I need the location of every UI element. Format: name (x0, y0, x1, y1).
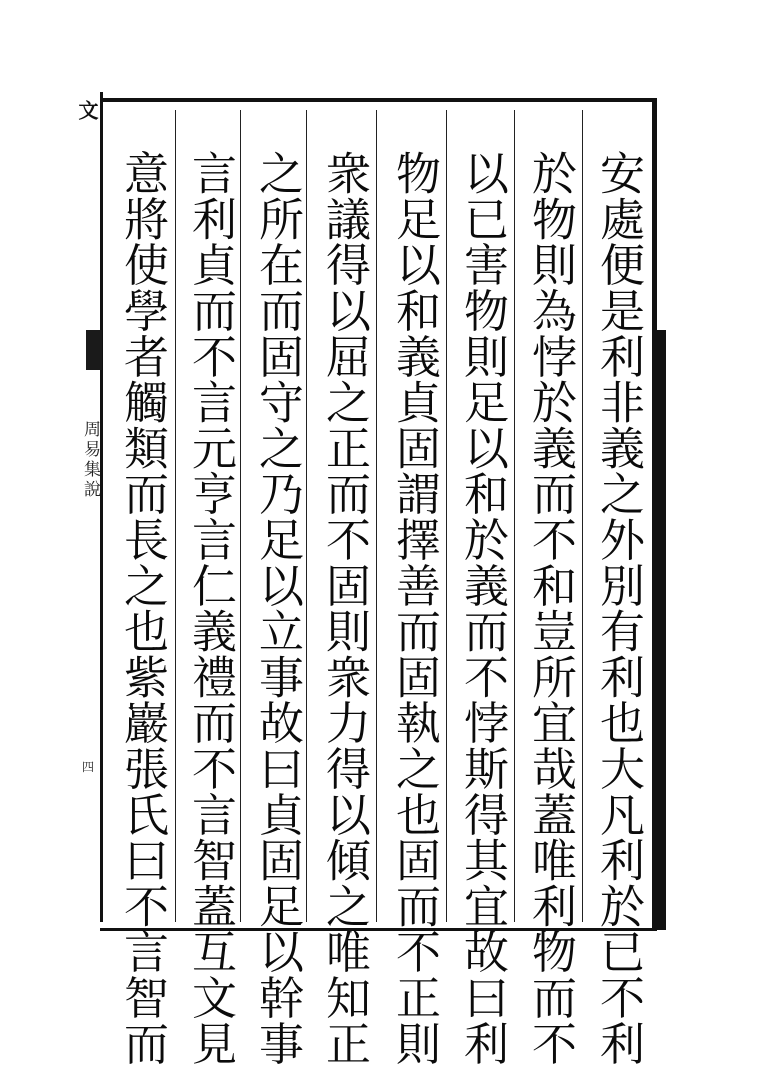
text-column-6: 之所在而固守之乃足以立事故曰貞固足以幹事 (251, 150, 304, 1066)
column-rule (240, 110, 241, 922)
column-rule (514, 110, 515, 922)
column-rule (306, 110, 307, 922)
text-column-3: 以已害物則足以和於義而不悖斯得其宜故曰利 (456, 150, 509, 1066)
column-rule (175, 110, 176, 922)
right-page-edge (656, 330, 666, 930)
column-rule (446, 110, 447, 922)
binding-margin (74, 92, 103, 922)
text-column-2: 於物則為悖於義而不和豈所宜哉蓋唯利物而不 (524, 150, 577, 1066)
margin-page-number: 四 (82, 760, 95, 774)
margin-book-title: 周易集說 (80, 420, 100, 500)
text-column-1: 安處便是利非義之外別有利也大凡利於已不利 (592, 150, 645, 1066)
column-rule (376, 110, 377, 922)
text-column-7: 言利貞而不言元亨言仁義禮而不言智蓋互文見 (184, 150, 237, 1066)
text-column-4: 物足以和義貞固謂擇善而固執之也固而不正則 (388, 150, 441, 1066)
text-column-5: 衆議得以屈之正而不固則衆力得以傾之唯知正 (318, 150, 371, 1066)
column-rule (582, 110, 583, 922)
margin-header-glyph: 文 (75, 100, 99, 122)
text-column-8: 意將使學者觸類而長之也紫巖張氏曰不言智而 (116, 150, 169, 1066)
